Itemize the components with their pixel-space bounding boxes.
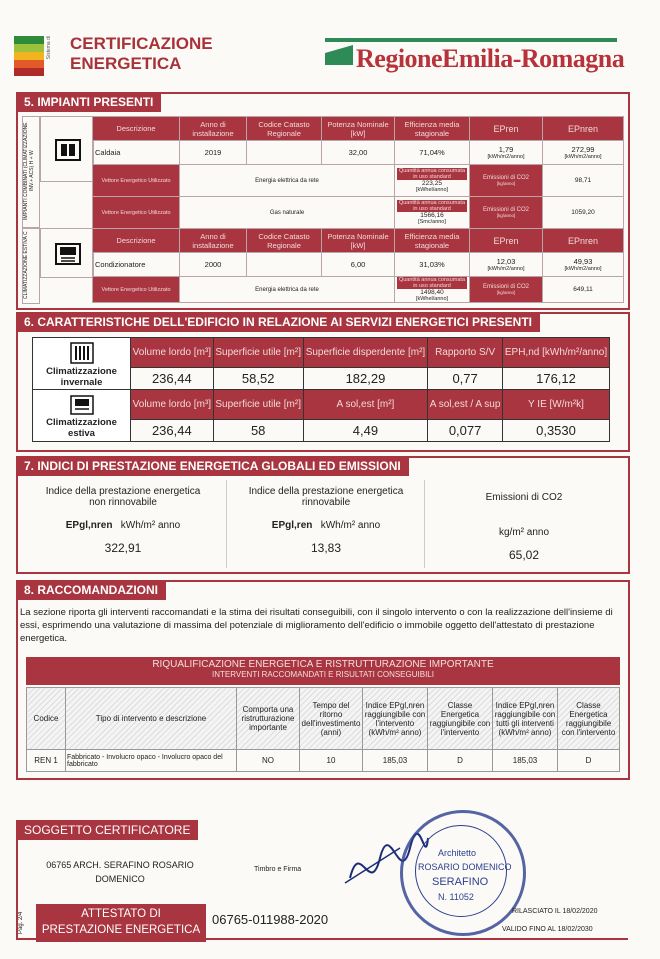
stamp-name: ROSARIO DOMENICO — [418, 862, 512, 872]
section-7-title: 7. INDICI DI PRESTAZIONE ENERGETICA GLOBALI ED EMISSIONI — [16, 456, 409, 476]
stamp-surname: SERAFINO — [432, 876, 489, 888]
table-row: REN 1 Fabbricato - Involucro opaco - Involucro opaco del fabbricato NO 10 185,03 D 185,03 D — [27, 750, 620, 772]
rilasciato-date: RILASCIATO IL 18/02/2020 — [512, 908, 598, 915]
region-name: RegioneEmilia-Romagna — [356, 44, 625, 73]
raccomandazioni-table: Codice Tipo di intervento e descrizione Comporta una ristrutturazione importante Tempo del ritorno dell'investimento (anni) Indice EPgl,nren raggiungibile con l'intervento (kWh/m² anno) Classe Energetica raggiungibile con l'intervento Indice EPgl,nren raggiungibile con tutti gli interventi (kWh/m² anno) Classe Energetica raggiungibile con l'intervento REN 1 Fabbricato - Involucro opaco - Involucro opaco del fabbricato NO 10 185,03 D 185,03 D — [26, 687, 620, 772]
stamp-architetto: Architetto — [438, 848, 477, 858]
region-bar — [325, 38, 617, 42]
estiva-cell: Climatizzazione estiva — [33, 390, 131, 442]
attestato-box: ATTESTATO DI PRESTAZIONE ENERGETICA — [36, 904, 206, 942]
vert-label-estiva: CLIMATIZZAZIONE ESTIVA C — [22, 228, 40, 304]
ac-icon-cell — [40, 228, 94, 278]
indice-ren-box: Indice della prestazione energetica rinnovabile EPgl,ren kWh/m² anno 13,83 — [228, 480, 425, 568]
stamp-number: N. 11052 — [438, 892, 474, 902]
region-flag-icon — [325, 45, 353, 65]
ape-logo — [14, 36, 44, 76]
boiler-icon — [55, 139, 81, 161]
logo-side-text: Sistema di — [46, 36, 52, 60]
riqualificazione-header: RIQUALIFICAZIONE ENERGETICA E RISTRUTTURAZIONE IMPORTANTE INTERVENTI RACCOMANDATI E RISULTATI CONSEGUIBILI — [26, 657, 620, 685]
section-8-intro: La sezione riporta gli interventi raccomandati e la stima dei risultati conseguibili, con il singolo intervento o con la realizzazione dell'insieme di essi, esprimendo una valutazione di massima del potenziale di miglioramento dell'edificio o immobile oggetto dell'attestato di prestazione energetica. — [20, 607, 613, 644]
section-8-title: 8. RACCOMANDAZIONI — [16, 580, 166, 600]
certificatore-name: 06765 ARCH. SERAFINO ROSARIO DOMENICO — [46, 860, 194, 884]
air-conditioner-icon — [70, 395, 94, 415]
vettore-row-3: Vettore Energetico Utilizzato Energia elettrica da rete Quantità annua consumata in uso standard 1498,40 [kWhel/anno] Emissioni di CO2 [kg/anno] 649,11 — [93, 277, 624, 303]
heater-cell: Climatizzazione invernale — [33, 338, 131, 390]
condizionatore-row: Condizionatore 2000 6,00 31,03% 12,03 [kWh/m2/anno] 49,93 [kWh/m2/anno] — [93, 253, 624, 277]
radiator-icon — [70, 342, 94, 364]
cert-title: CERTIFICAZIONE ENERGETICA — [70, 34, 213, 73]
caldaia-row: Caldaia 2019 32,00 71,04% 1,79 [kWh/m2/anno] 272,99 [kWh/m2/anno] — [93, 141, 624, 165]
section-6-title: 6. CARATTERISTICHE DELL'EDIFICIO IN RELAZIONE AI SERVIZI ENERGETICI PRESENTI — [16, 312, 540, 332]
impianti-table: Descrizione Anno di installazione Codice Catasto Regionale Potenza Nominale [kW] Efficienza media stagionale EPren EPnren Caldaia 2019 32,00 71,04% 1,79 [kWh/m2/anno] 272,99 [kWh/m2/anno] Vettore Energetico Utilizzato Energia elettrica da rete Quantità annua consumata in uso standard 223,25 [kWhel/anno] Emissioni di CO2 [kg/anno] 98,71 Vettore Energetico Utilizzato Gas naturale Quantità annua consumata in uso standard 1566,16 [Smc/anno] Emissioni di CO2 [kg/anno] 1059,20 Descrizione Anno di installazione Codice Catasto Regionale Potenza Nominale [kW] Efficienza media stagionale EPren EPnren Condizionatore 2000 6,00 31,03% 12,03 [kWh/m2/anno] 49,93 [kWh/m2/anno] Vettore Energetico Utilizzato Energia elettrica da rete Quantità annua consumata in uso standard 1498,40 [kWhel/anno] Emissioni di CO2 [kg/anno] 649,11 — [92, 116, 624, 303]
air-conditioner-icon — [55, 243, 81, 265]
boiler-icon-cell — [40, 116, 94, 182]
page-number: Pag. 2/4 — [18, 911, 24, 935]
vert-label-combined: IMPIANTI COMBINATI (CLIMATIZZAZIONE INV.+ ACS) H + W — [22, 116, 40, 228]
certificatore-title: SOGGETTO CERTIFICATORE — [16, 820, 198, 840]
section-5-title: 5. IMPIANTI PRESENTI — [16, 92, 161, 112]
vettore-row-1: Vettore Energetico Utilizzato Energia elettrica da rete Quantità annua consumata in uso standard 223,25 [kWhel/anno] Emissioni di CO2 [kg/anno] 98,71 — [93, 165, 624, 197]
indice-nren-box: Indice della prestazione energetica non rinnovabile EPgl,nren kWh/m² anno 322,91 — [20, 480, 227, 568]
attestato-code: 06765-011988-2020 — [212, 912, 329, 927]
emissioni-box: Emissioni di CO2 kg/m² anno 65,02 — [485, 492, 563, 562]
valido-date: VALIDO FINO AL 18/02/2030 — [502, 926, 593, 933]
vettore-row-2: Vettore Energetico Utilizzato Gas naturale Quantità annua consumata in uso standard 1566,16 [Smc/anno] Emissioni di CO2 [kg/anno] 1059,20 — [93, 197, 624, 229]
timbro-label: Timbro e Firma — [254, 866, 302, 873]
edificio-table: Climatizzazione invernale Volume lordo [m³] Superficie utile [m²] Superficie disperdente [m²] Rapporto S/V EPH,nd [kWh/m²/anno] 236,44 58,52 182,29 0,77 176,12 Climatizzazione estiva Volume lordo [m³] Superficie utile [m²] A sol,est [m²] A sol,est / A sup Y IE [W/m²k] 236,44 58 4,49 0,077 0,3530 — [32, 337, 610, 442]
